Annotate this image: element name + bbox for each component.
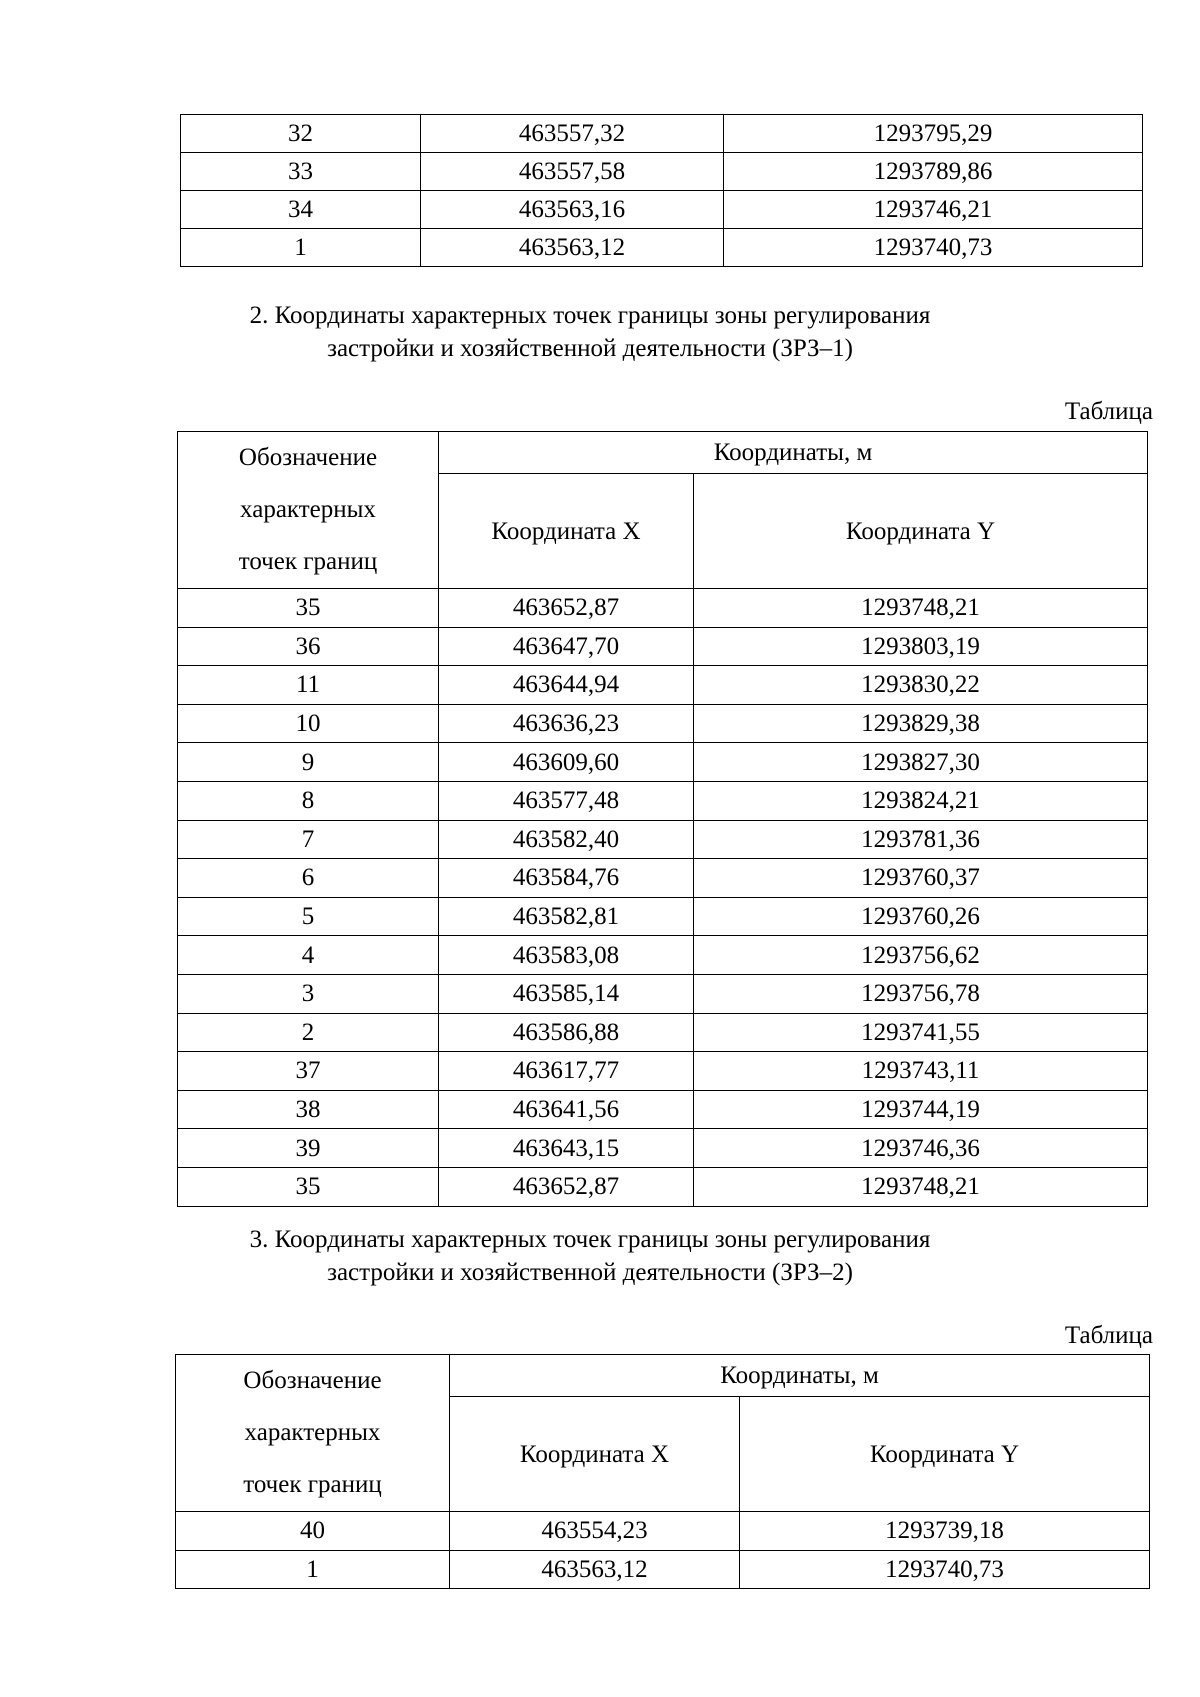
coordinate-y-cell: 1293743,11 (694, 1052, 1148, 1091)
point-number-cell: 38 (178, 1090, 439, 1129)
section3-heading-line1: 3. Координаты характерных точек границы зоны регулирования (249, 1226, 931, 1253)
coordinate-y-cell: 1293748,21 (694, 1167, 1148, 1206)
coordinate-y-cell: 1293744,19 (694, 1090, 1148, 1129)
coordinate-x-cell: 463557,32 (421, 115, 724, 153)
coordinate-x-cell: 463582,40 (439, 820, 694, 859)
table-row (181, 191, 1143, 229)
point-number-cell: 6 (178, 859, 439, 898)
table-row (178, 704, 1148, 743)
table-row (181, 153, 1143, 191)
point-number-cell: 11 (178, 666, 439, 705)
point-number-cell: 9 (178, 743, 439, 782)
coordinate-x-cell: 463584,76 (439, 859, 694, 898)
coordinate-y-cell: 1293781,36 (694, 820, 1148, 859)
coordinate-x-cell: 463582,81 (439, 897, 694, 936)
coordinate-x-header: Координата X (439, 474, 694, 589)
zrz2-coordinates-table (175, 1354, 1150, 1589)
point-number-cell: 35 (178, 1167, 439, 1206)
section3-heading (150, 1223, 1030, 1289)
coordinate-y-cell: 1293760,26 (694, 897, 1148, 936)
coordinate-x-cell: 463554,23 (450, 1512, 740, 1551)
coordinate-y-cell: 1293789,86 (724, 153, 1143, 191)
coordinate-x-cell: 463636,23 (439, 704, 694, 743)
coordinate-y-cell: 1293746,21 (724, 191, 1143, 229)
coordinates-header: Координаты, м (439, 432, 1148, 474)
point-number-cell: 5 (178, 897, 439, 936)
table-row (178, 859, 1148, 898)
table-row (176, 1512, 1150, 1551)
table-row (178, 897, 1148, 936)
coordinate-x-cell: 463617,77 (439, 1052, 694, 1091)
point-number-cell: 39 (178, 1129, 439, 1168)
coordinate-x-cell: 463583,08 (439, 936, 694, 975)
table-row (178, 666, 1148, 705)
coordinate-y-cell: 1293746,36 (694, 1129, 1148, 1168)
point-number-cell: 37 (178, 1052, 439, 1091)
point-number-cell: 10 (178, 704, 439, 743)
section2-heading-line1: 2. Координаты характерных точек границы зоны регулирования (249, 302, 931, 329)
coordinate-y-cell: 1293830,22 (694, 666, 1148, 705)
point-number-cell: 2 (178, 1013, 439, 1052)
designation-header: Обозначение характерных точек границ (178, 432, 439, 589)
coordinate-y-cell: 1293803,19 (694, 627, 1148, 666)
top-table-body (181, 115, 1143, 267)
zrz1-coordinates-table (177, 431, 1148, 1207)
table-row (181, 229, 1143, 267)
table-row (178, 627, 1148, 666)
coordinate-y-cell: 1293748,21 (694, 589, 1148, 628)
section2-heading (150, 299, 1030, 365)
table-row (178, 781, 1148, 820)
section3-heading-line2: застройки и хозяйственной деятельности (ЗРЗ–2) (327, 1259, 853, 1286)
coordinate-x-cell: 463609,60 (439, 743, 694, 782)
table-row (178, 1013, 1148, 1052)
coordinate-y-cell: 1293760,37 (694, 859, 1148, 898)
table-row (178, 1167, 1148, 1206)
table-row (178, 1052, 1148, 1091)
coordinate-y-cell: 1293740,73 (740, 1550, 1150, 1589)
designation-header: Обозначение характерных точек границ (176, 1355, 450, 1512)
coordinate-x-cell: 463647,70 (439, 627, 694, 666)
coordinate-y-header: Координата Y (740, 1397, 1150, 1512)
coordinate-x-cell: 463586,88 (439, 1013, 694, 1052)
point-number-cell: 1 (176, 1550, 450, 1589)
point-number-cell: 1 (181, 229, 421, 267)
coordinate-x-cell: 463563,16 (421, 191, 724, 229)
zrz1-table-body (178, 589, 1148, 1207)
coordinate-x-cell: 463557,58 (421, 153, 724, 191)
table-row (181, 115, 1143, 153)
table-row (178, 743, 1148, 782)
coordinate-y-cell: 1293741,55 (694, 1013, 1148, 1052)
coordinate-x-cell: 463585,14 (439, 974, 694, 1013)
point-number-cell: 36 (178, 627, 439, 666)
coordinate-y-cell: 1293824,21 (694, 781, 1148, 820)
table-row (178, 820, 1148, 859)
point-number-cell: 33 (181, 153, 421, 191)
coordinate-x-cell: 463563,12 (421, 229, 724, 267)
table-row (178, 1090, 1148, 1129)
coordinate-x-cell: 463643,15 (439, 1129, 694, 1168)
coordinate-y-cell: 1293739,18 (740, 1512, 1150, 1551)
section2-table-label: Таблица (1064, 398, 1153, 425)
section2-heading-line2: застройки и хозяйственной деятельности (ЗРЗ–1) (327, 335, 853, 362)
coordinate-x-cell: 463644,94 (439, 666, 694, 705)
coordinate-x-header: Координата X (450, 1397, 740, 1512)
coordinate-y-cell: 1293756,62 (694, 936, 1148, 975)
point-number-cell: 4 (178, 936, 439, 975)
coordinate-y-header: Координата Y (694, 474, 1148, 589)
point-number-cell: 34 (181, 191, 421, 229)
coordinate-y-cell: 1293829,38 (694, 704, 1148, 743)
coordinate-x-cell: 463563,12 (450, 1550, 740, 1589)
table-row (178, 1129, 1148, 1168)
table-row (178, 974, 1148, 1013)
coordinate-x-cell: 463652,87 (439, 589, 694, 628)
point-number-cell: 7 (178, 820, 439, 859)
table-row (178, 936, 1148, 975)
coordinate-y-cell: 1293740,73 (724, 229, 1143, 267)
coordinate-y-cell: 1293827,30 (694, 743, 1148, 782)
point-number-cell: 8 (178, 781, 439, 820)
zrz2-table-body (176, 1512, 1150, 1589)
coordinate-x-cell: 463577,48 (439, 781, 694, 820)
coordinates-header: Координаты, м (450, 1355, 1150, 1397)
coordinate-y-cell: 1293756,78 (694, 974, 1148, 1013)
table-row (176, 1550, 1150, 1589)
point-number-cell: 32 (181, 115, 421, 153)
coordinate-x-cell: 463652,87 (439, 1167, 694, 1206)
coordinate-x-cell: 463641,56 (439, 1090, 694, 1129)
table-row (178, 589, 1148, 628)
section3-table-label: Таблица (1064, 1322, 1153, 1349)
point-number-cell: 3 (178, 974, 439, 1013)
point-number-cell: 40 (176, 1512, 450, 1551)
top-coordinates-table (180, 114, 1143, 267)
point-number-cell: 35 (178, 589, 439, 628)
coordinate-y-cell: 1293795,29 (724, 115, 1143, 153)
